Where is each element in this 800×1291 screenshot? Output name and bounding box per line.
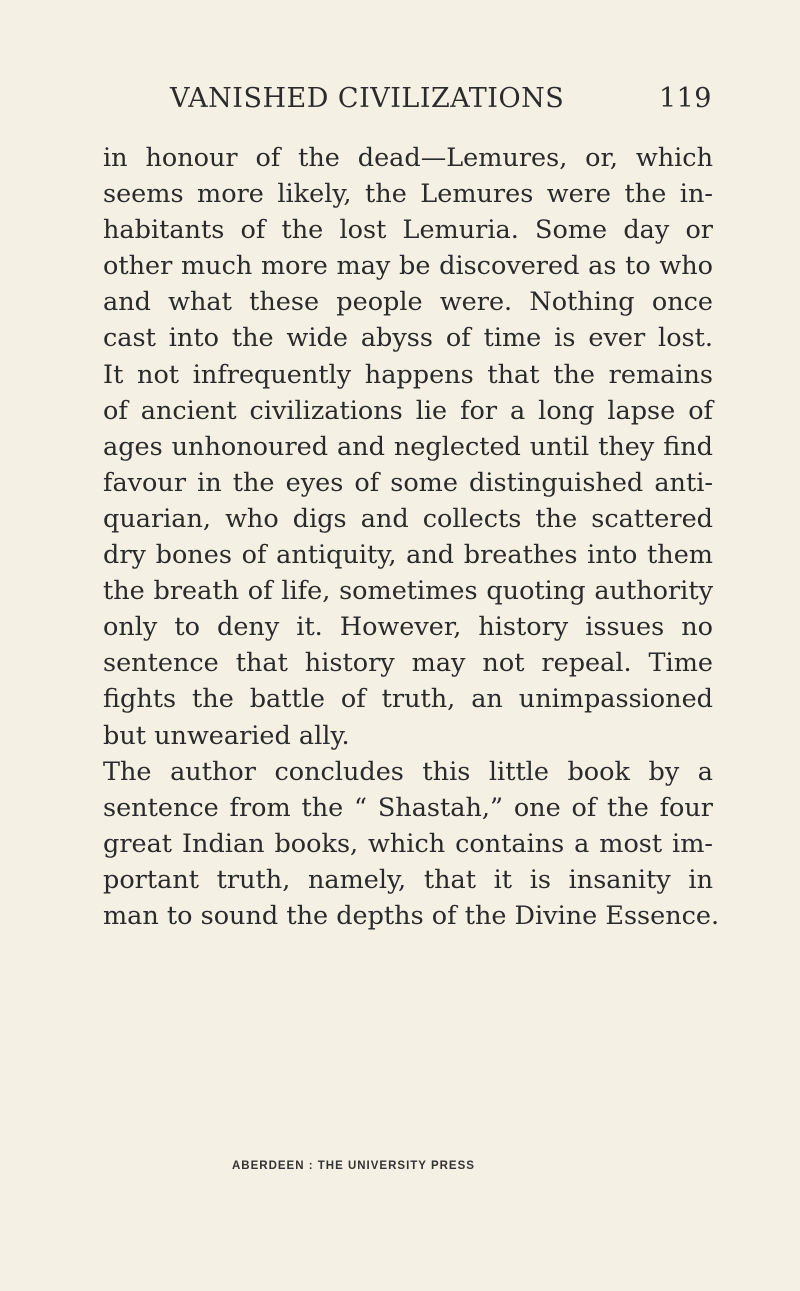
text-line: and what these people were. Nothing once [103,287,713,318]
text-line: but unwearied ally. [103,720,350,751]
page-number: 119 [658,83,712,114]
text-line: the breath of life, sometimes quoting authority [103,576,713,607]
printer-imprint: ABERDEEN : THE UNIVERSITY PRESS [232,1160,475,1172]
text-line: dry bones of antiquity, and breathes into them [103,540,713,571]
text-line: habitants of the lost Lemuria. Some day or [103,215,713,246]
text-line: portant truth, namely, that it is insanity in [103,864,713,895]
text-line: great Indian books, which contains a most im- [103,828,713,859]
text-line: quarian, who digs and collects the scattered [103,503,713,534]
text-line: ages unhonoured and neglected until they find [103,431,713,462]
text-line: only to deny it. However, history issues no [103,612,713,643]
text-line: man to sound the depths of the Divine Essence. [103,900,720,931]
text-line: cast into the wide abyss of time is ever lost. [103,323,713,354]
running-title: VANISHED CIVILIZATIONS [170,83,565,114]
text-line: other much more may be discovered as to who [103,251,713,282]
running-head [170,83,712,114]
text-line: fights the battle of truth, an unimpassioned [103,684,713,715]
body-text [103,140,720,934]
text-line: in honour of the dead—Lemures, or, which [103,143,713,173]
text-line: sentence from the “ Shastah,” one of the four [103,792,713,823]
text-line: favour in the eyes of some distinguished anti- [103,467,713,498]
text-line: of ancient civilizations lie for a long lapse of [103,395,713,426]
text-line: The author concludes this little book by a [103,756,713,787]
text-line: It not infrequently happens that the remains [103,359,713,390]
text-line: seems more likely, the Lemures were the in- [103,179,713,210]
text-line: sentence that history may not repeal. Time [103,648,713,679]
